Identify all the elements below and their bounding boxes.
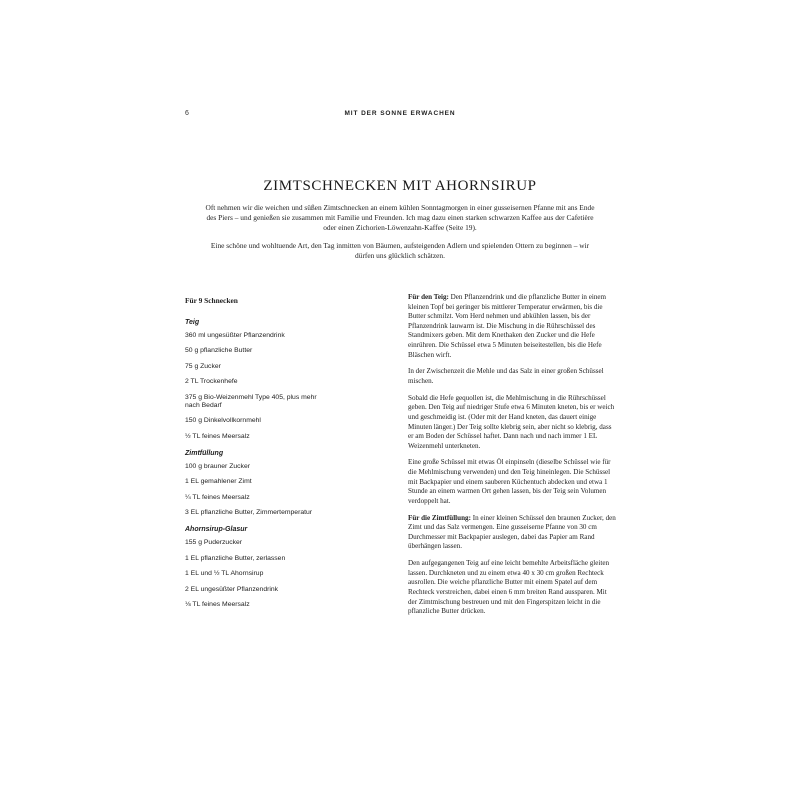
instruction-text: Den aufgegangenen Teig auf eine leicht bemehlte Arbeitsfläche gleiten lassen. Durchkneten und zu einem etwa 40 x 30 cm großen Rechteck ausrollen. Die weiche pflanzliche Butter mit einem Spatel auf dem Rechteck verstreichen, dabei einen 6 mm breiten Rand aussparen. Mit der Zimtmischung bestreuen und mit den Fingerspitzen leicht in die pflanzliche Butter drücken. <box>408 559 610 616</box>
instruction-paragraph <box>408 458 616 506</box>
ingredients-column <box>185 296 385 618</box>
ingredient-item: ¼ TL feines Meersalz <box>185 493 250 501</box>
instruction-paragraph <box>408 559 616 617</box>
instruction-lead: Für den Teig: <box>408 293 449 301</box>
section-title: Teig <box>185 319 200 326</box>
instruction-paragraph <box>408 367 616 386</box>
intro-paragraph: Eine schöne und wohltuende Art, den Tag inmitten von Bäumen, aufsteigenden Adlern und spielenden Ottern zu beginnen – wir dürfen uns glücklich schätzen. <box>210 240 590 260</box>
ingredient-item: 100 g brauner Zucker <box>185 462 250 470</box>
chapter-title: MIT DER SONNE ERWACHEN <box>344 110 456 117</box>
ingredient-list <box>185 332 385 441</box>
instruction-text: Sobald die Hefe gequollen ist, die Mehlmischung in die Rührschüssel geben. Den Teig auf niedriger Stufe etwa 6 Minuten kneten, bis er weich und geschmeidig ist. (Oder mit der Hand kneten, das dauert einige Minuten länger.) Der Teig sollte klebrig sein, aber nicht so klebrig, dass er am Boden der Schüssel haftet. Dann nach und nach immer 1 EL Weizenmehl unterkneten. <box>408 393 615 450</box>
instructions-column <box>408 293 616 624</box>
instruction-lead: Für die Zimtfüllung: <box>408 513 471 522</box>
instruction-paragraph <box>408 293 616 360</box>
ingredient-item: 50 g pflanzliche Butter <box>185 347 253 355</box>
section-title: Ahornsirup-Glasur <box>185 526 248 534</box>
ingredient-item: 155 g Puderzucker <box>185 539 243 547</box>
ingredient-item: 2 EL ungesüßter Pflanzendrink <box>185 585 279 593</box>
page-number: 6 <box>185 110 189 117</box>
ingredient-item: 150 g Dinkelvollkornmehl <box>185 417 261 425</box>
ingredient-item: 375 g Bio-Weizenmehl Type 405, plus mehr nach Bedarf <box>185 393 317 409</box>
instruction-text: Eine große Schüssel mit etwas Öl einpinseln (dieselbe Schüssel wie für die Mehlmischung verwenden) und den Teig hineinlegen. Die Schüssel mit Backpapier und einem sauberen Küchentuch abdecken und etwa 1 Stunde an einem warmen Ort gehen lassen, bis der Teig sein Volumen verdoppelt hat. <box>408 458 611 505</box>
page-header <box>185 110 615 124</box>
section-title: Zimtfüllung <box>185 449 224 457</box>
recipe-intro <box>205 203 595 268</box>
ingredient-item: ⅛ TL feines Meersalz <box>185 600 250 608</box>
instruction-paragraph <box>408 514 616 552</box>
ingredient-item: 75 g Zucker <box>185 362 221 370</box>
instruction-text: In der Zwischenzeit die Mehle und das Salz in einer großen Schüssel mischen. <box>408 367 604 385</box>
ingredient-item: ½ TL feines Meersalz <box>185 432 250 440</box>
recipe-title: ZIMTSCHNECKEN MIT AHORNSIRUP <box>263 178 537 194</box>
servings: Für 9 Schnecken <box>185 296 238 305</box>
intro-paragraph: Oft nehmen wir die weichen und süßen Zimtschnecken an einem kühlen Sonntagmorgen in einer gusseisernen Pfanne mit ans Ende des Piers – und genießen sie zusammen mit Familie und Freunden. Ich mag dazu einen starken schwarzen Kaffee aus der Cafetière oder einen Zichorien-Löwenzahn-Kaffee (Seite 19). <box>205 203 595 233</box>
instruction-text: Den Pflanzendrink und die pflanzliche Butter in einem kleinen Topf bei geringer bis mittlerer Temperatur erwärmen, bis die Butter schmilzt. Vom Herd nehmen und abkühlen lassen, bis der Pflanzendrink lauwarm ist. Die Mischung in die Rührschüssel des Standmixers geben. Mit dem Knethaken den Zucker und die Hefe einrühren. Die Schüssel etwa 5 Minuten beiseitestellen, bis die Hefe Bläschen wirft. <box>408 293 607 359</box>
instruction-text: In einer kleinen Schüssel den braunen Zucker, den Zimt und das Salz vermengen. Eine gusseiserne Pfanne von 30 cm Durchmesser mit Backpapier auslegen, dabei das Papier am Rand überhängen lassen. <box>408 513 616 551</box>
ingredient-item: 2 TL Trockenhefe <box>185 378 238 386</box>
ingredient-item: 1 EL pflanzliche Butter, zerlassen <box>185 554 286 562</box>
instruction-paragraph <box>408 394 616 452</box>
ingredient-item: 3 EL pflanzliche Butter, Zimmertemperatur <box>185 509 313 517</box>
ingredient-item: 360 ml ungesüßter Pflanzendrink <box>185 332 285 339</box>
ingredient-list <box>185 463 385 517</box>
ingredient-list <box>185 539 385 609</box>
ingredient-item: 1 EL und ½ TL Ahornsirup <box>185 570 264 578</box>
ingredient-item: 1 EL gemahlener Zimt <box>185 478 252 486</box>
